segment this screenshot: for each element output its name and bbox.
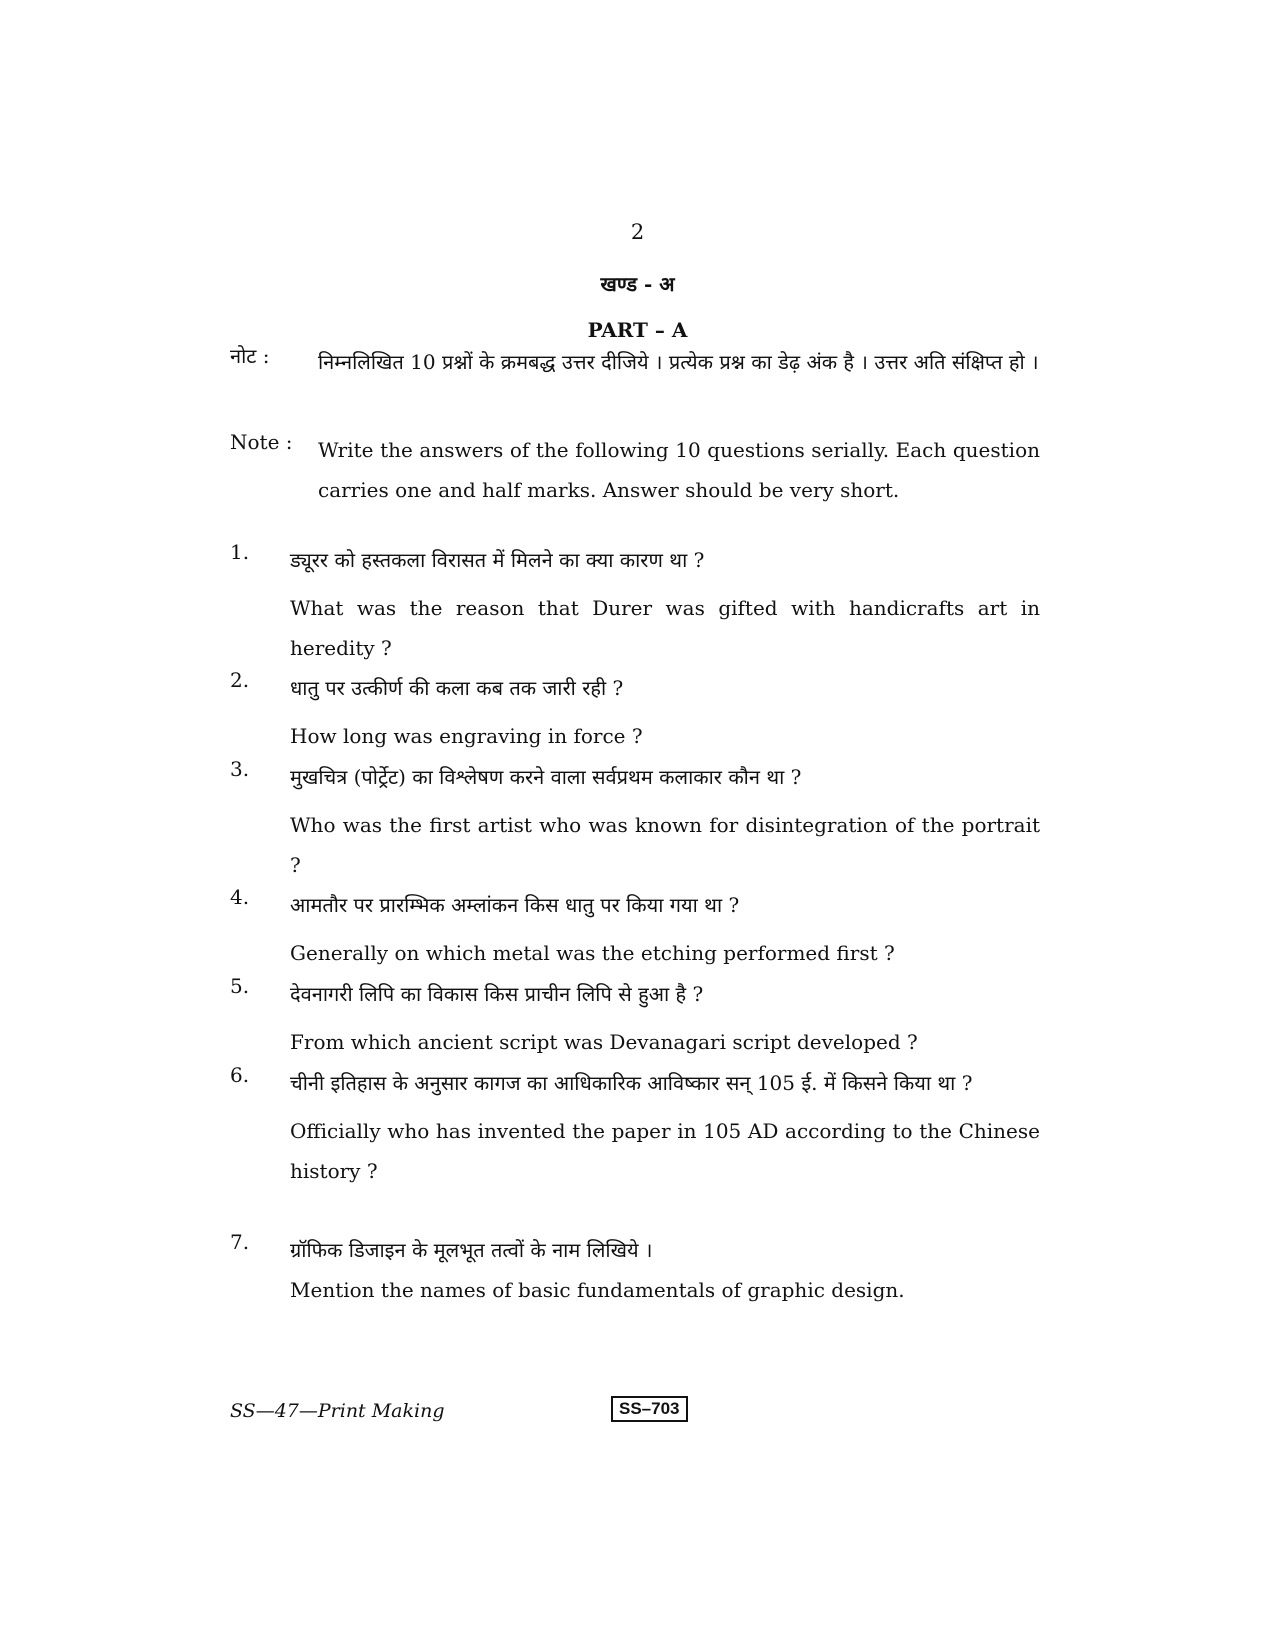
footer-subject: SS—47—Print Making — [230, 1400, 445, 1422]
question-english: Officially who has invented the paper in 105 AD according to the Chinese history ? — [290, 1119, 1040, 1183]
question-5 — [230, 974, 1040, 1062]
question-1 — [230, 540, 1040, 668]
question-english: Mention the names of basic fundamentals of graphic design. — [290, 1278, 905, 1302]
question-english: Who was the first artist who was known for disintegration of the portrait ? — [290, 813, 1040, 877]
question-hindi: चीनी इतिहास के अनुसार कागज का आधिकारिक आविष्कार सन् 105 ई. में किसने किया था ? — [290, 1071, 973, 1095]
question-3 — [230, 757, 1040, 885]
question-hindi: धातु पर उत्कीर्ण की कला कब तक जारी रही ? — [290, 676, 624, 700]
section-title-english: PART – A — [587, 318, 688, 342]
question-number: 5. — [230, 974, 250, 998]
section-title-hindi: खण्ड - अ — [600, 272, 675, 296]
question-english: How long was engraving in force ? — [290, 724, 643, 748]
question-number: 2. — [230, 668, 250, 692]
note-hindi-text: निम्नलिखित 10 प्रश्नों के क्रमबद्ध उत्तर दीजिये । प्रत्येक प्रश्न का डेढ़ अंक है । उत्तर अति संक्षिप्त हो । — [318, 350, 1039, 374]
note-english-label: Note : — [230, 430, 293, 454]
question-hindi: ड्यूरर को हस्तकला विरासत में मिलने का क्या कारण था ? — [290, 548, 705, 572]
note-english-text: Write the answers of the following 10 questions serially. Each question carries one and half marks. Answer should be very short. — [318, 438, 1040, 502]
question-hindi: ग्रॉफिक डिजाइन के मूलभूत तत्वों के नाम लिखिये । — [290, 1238, 653, 1262]
question-hindi: देवनागरी लिपि का विकास किस प्राचीन लिपि से हुआ है ? — [290, 982, 704, 1006]
question-number: 6. — [230, 1063, 250, 1087]
note-english — [230, 430, 1040, 510]
question-hindi: मुखचित्र (पोर्ट्रेट) का विश्लेषण करने वाला सर्वप्रथम कलाकार कौन था ? — [290, 765, 802, 789]
question-english: Generally on which metal was the etching performed first ? — [290, 941, 895, 965]
question-4 — [230, 885, 1040, 973]
page-number: 2 — [630, 220, 645, 244]
question-number: 1. — [230, 540, 250, 564]
question-english: From which ancient script was Devanagari script developed ? — [290, 1030, 918, 1054]
note-hindi-label: नोट : — [230, 344, 270, 368]
question-number: 3. — [230, 757, 250, 781]
note-hindi — [230, 342, 1040, 382]
question-english: What was the reason that Durer was gifted with handicrafts art in heredity ? — [290, 596, 1040, 660]
question-7 — [230, 1230, 1040, 1310]
question-2 — [230, 668, 1040, 756]
footer-paper-code: SS–703 — [611, 1396, 688, 1422]
question-6 — [230, 1063, 1040, 1191]
question-number: 4. — [230, 885, 250, 909]
question-number: 7. — [230, 1230, 250, 1254]
question-hindi: आमतौर पर प्रारम्भिक अम्लांकन किस धातु पर किया गया था ? — [290, 893, 740, 917]
